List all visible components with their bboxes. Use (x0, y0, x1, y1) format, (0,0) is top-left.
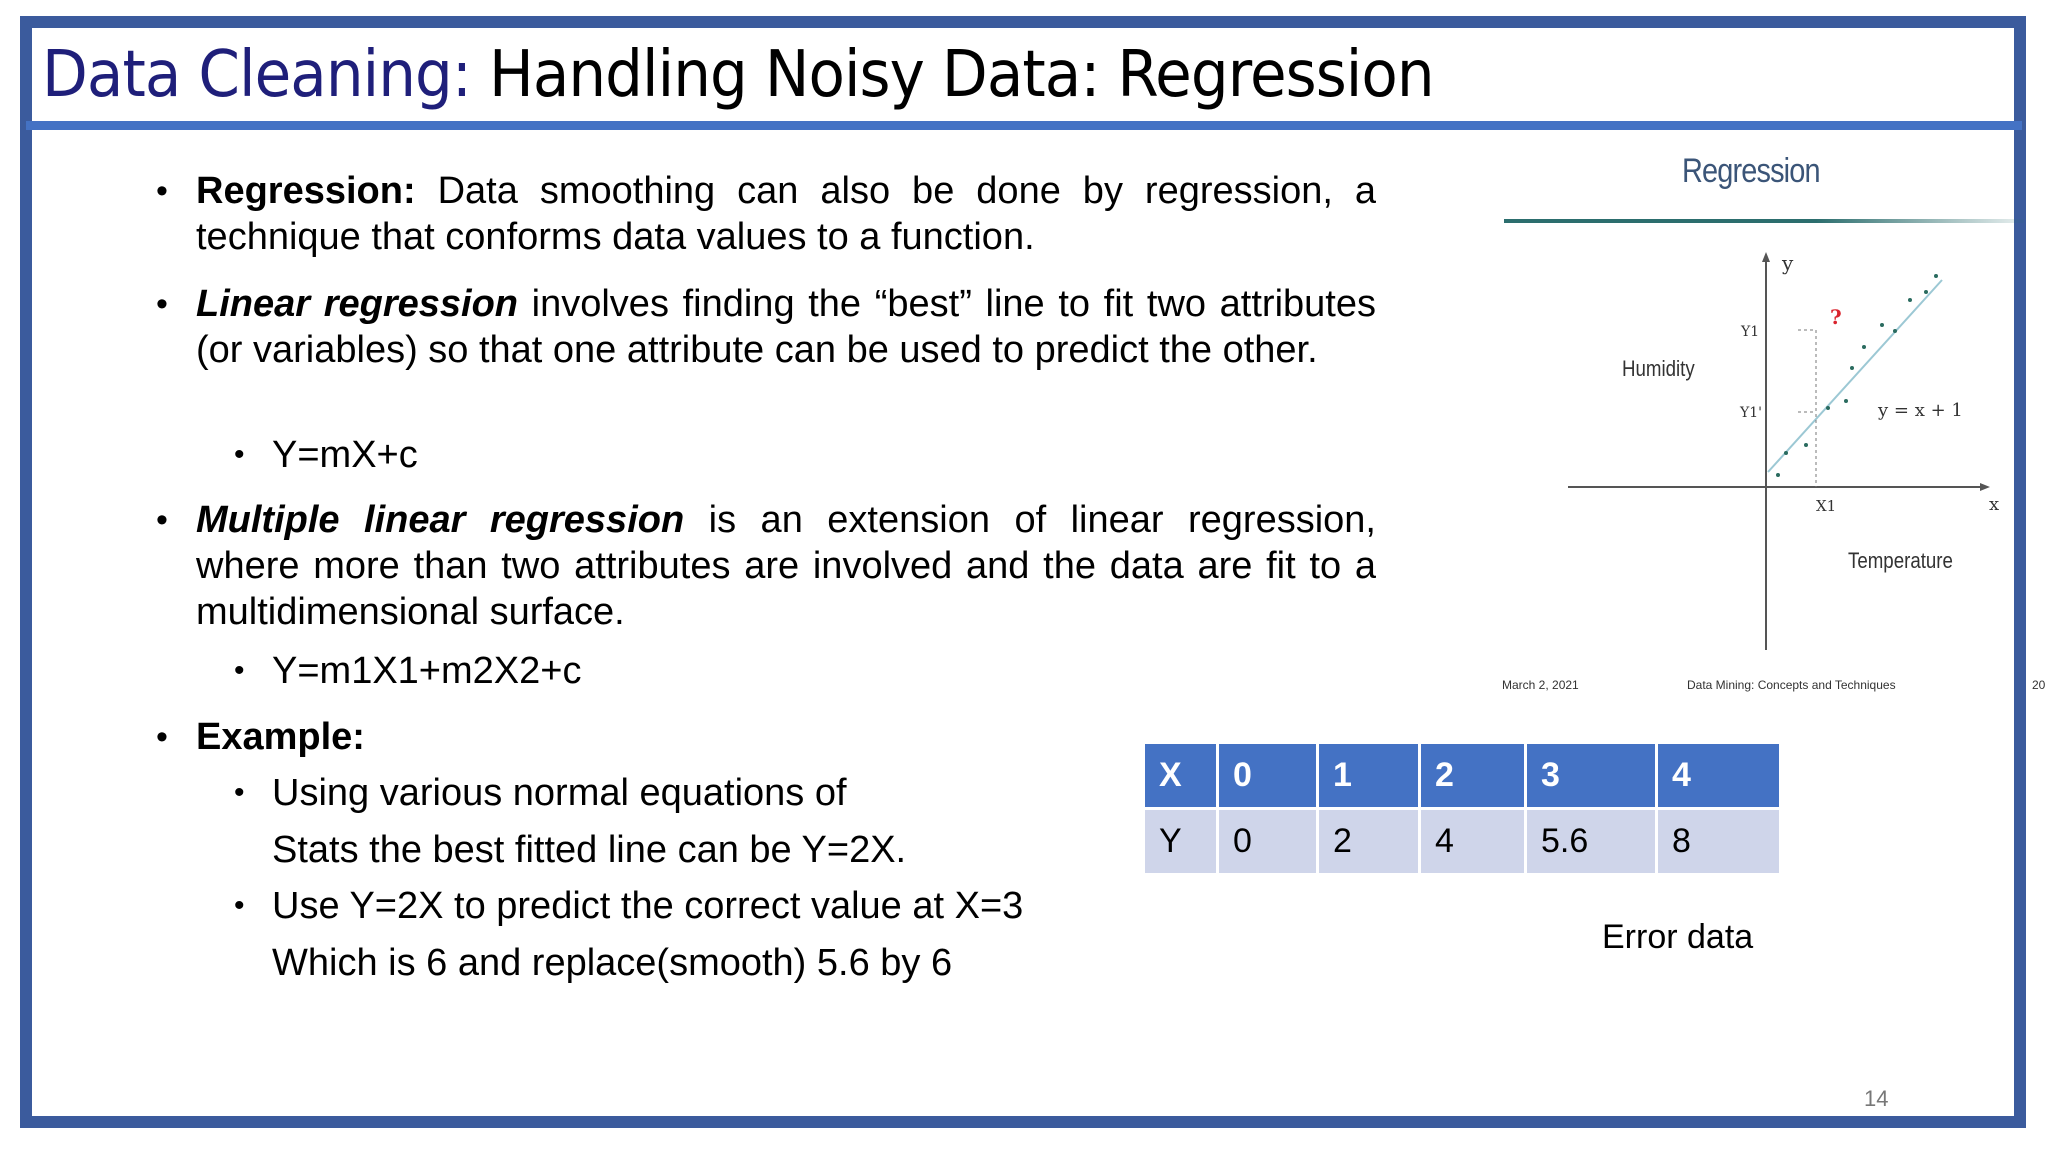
data-point (1924, 290, 1928, 294)
bullet-text: Data smoothing can also be done by regression, a technique that conforms data values to a function. (196, 170, 1376, 258)
table-cell: 2 (1420, 743, 1526, 809)
y-axis-arrow (1762, 252, 1770, 262)
sub-bullet-dot: • (234, 776, 245, 809)
bullet-term: Regression: (196, 170, 416, 212)
formula-multiple: Y=m1X1+m2X2+c (272, 650, 582, 692)
bullet-dot: • (156, 285, 168, 323)
example-line-4: Which is 6 and replace(smooth) 5.6 by 6 (272, 942, 953, 984)
data-point (1893, 329, 1897, 333)
bullet-term: Example: (196, 716, 365, 758)
bullet-dot: • (156, 172, 168, 210)
formula-linear: Y=mX+c (272, 434, 418, 476)
example-line-2: Stats the best fitted line can be Y=2X. (272, 829, 907, 871)
temperature-label: Temperature (1848, 549, 1953, 574)
equation-label: y = x + 1 (1878, 400, 1963, 421)
data-point (1784, 451, 1788, 455)
table-cell: 0 (1218, 743, 1318, 809)
figure-footer-page: 20 (2032, 678, 2046, 692)
data-point (1908, 298, 1912, 302)
bullet-linear (196, 281, 1376, 373)
bullet-text: is an extension of linear regression, where more than two attributes are involved and the data are fit to a multidimensional surface. (196, 499, 1376, 633)
bullet-dot: • (156, 501, 168, 539)
table-cell: 4 (1657, 743, 1781, 809)
sub-bullet-dot: • (234, 654, 245, 687)
data-table (1142, 741, 1782, 876)
data-point (1826, 406, 1830, 410)
data-point (1880, 323, 1884, 327)
question-mark: ? (1830, 305, 1842, 329)
y1-label: Y1 (1741, 324, 1760, 340)
figure-footer-title: Data Mining: Concepts and Techniques (1687, 678, 1896, 692)
title-rule (26, 121, 2022, 130)
sub-bullet-dot: • (234, 889, 245, 922)
table-cell: 2 (1318, 809, 1420, 875)
bullet-text: involves finding the “best” line to fit two attributes (or variables) so that one attribute can be used to predict the other. (196, 283, 1376, 371)
bullet-regression (196, 168, 1376, 260)
table-row-y (1144, 809, 1781, 875)
data-point (1862, 345, 1866, 349)
sub-bullet-dot: • (234, 438, 245, 471)
error-caption: Error data (1602, 918, 1754, 956)
data-point (1844, 399, 1848, 403)
slide-title (42, 38, 1434, 112)
table-cell: X (1144, 743, 1218, 809)
bullet-term: Linear regression (196, 283, 518, 325)
table-cell: 3 (1526, 743, 1657, 809)
table-cell: 8 (1657, 809, 1781, 875)
humidity-label: Humidity (1622, 357, 1695, 382)
table-cell: 4 (1420, 809, 1526, 875)
regression-plot (1490, 150, 2038, 700)
title-main: Handling Noisy Data: Regression (471, 38, 1434, 112)
figure-title: Regression (1682, 152, 1820, 190)
error-cell: 5.6 (1526, 809, 1657, 875)
figure-footer-date: March 2, 2021 (1502, 678, 1579, 692)
regression-figure (1490, 150, 2046, 700)
table-cell: 1 (1318, 743, 1420, 809)
bullet-multiple (196, 497, 1376, 635)
data-point (1850, 366, 1854, 370)
bullet-term: Multiple linear regression (196, 499, 685, 541)
y-axis-label: y (1782, 251, 1794, 275)
page-number: 14 (1864, 1086, 1889, 1111)
data-point (1934, 274, 1938, 278)
regression-line (1768, 280, 1942, 472)
data-point (1804, 443, 1808, 447)
x-axis-label: x (1989, 494, 2000, 515)
example-line-3: Use Y=2X to predict the correct value at X=3 (272, 885, 1024, 927)
bullet-dot: • (156, 718, 168, 756)
example-line-1: Using various normal equations of (272, 772, 847, 814)
table-row-x (1144, 743, 1781, 809)
table-cell: Y (1144, 809, 1218, 875)
x-axis-arrow (1980, 483, 1990, 491)
x1-label: X1 (1816, 497, 1837, 515)
data-point (1776, 473, 1780, 477)
table-cell: 0 (1218, 809, 1318, 875)
y1-prime-label: Y1' (1740, 405, 1762, 421)
title-prefix: Data Cleaning: (42, 38, 472, 112)
